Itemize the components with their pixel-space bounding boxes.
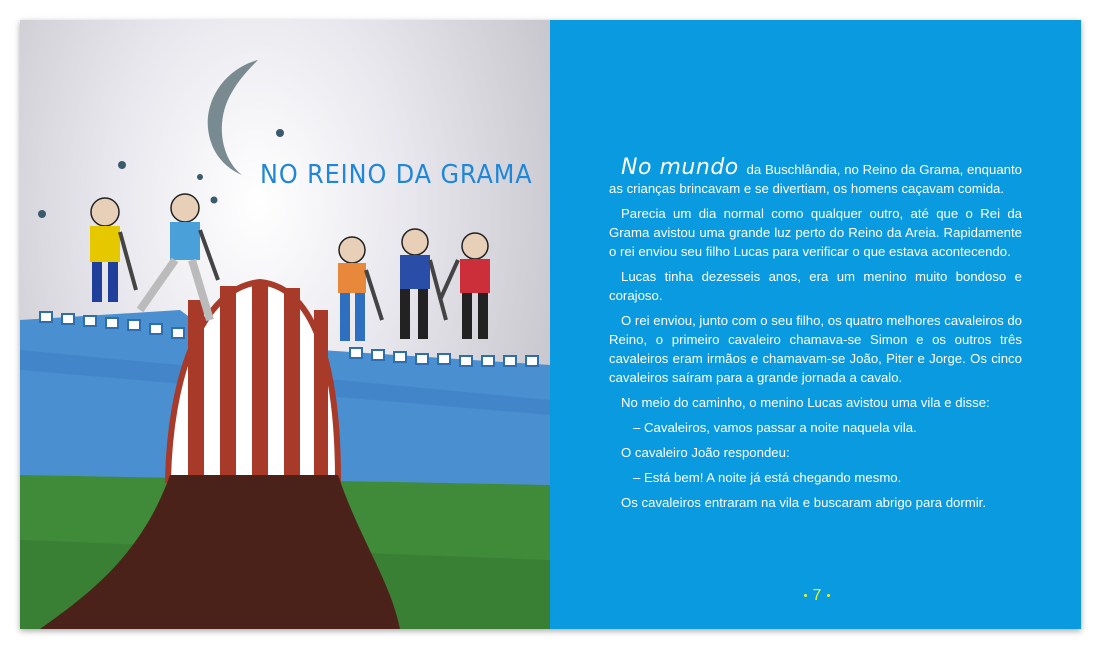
paragraph-1-text: da Buschlândia, no Reino da Grama, enquanto as crianças brincavam e se divertiam, os homens caçavam comida.: [609, 162, 1022, 196]
book-spread: [20, 20, 1081, 629]
striped-gate: [168, 282, 338, 480]
dropcap-phrase: No mundo: [621, 155, 739, 180]
paragraph-1: [609, 155, 1022, 198]
paragraph-4: O rei enviou, junto com o seu filho, os quatro melhores cavaleiros do Reino, o primeiro cavaleiro chamava-se Simon e os outros três cavaleiros eram irmãos e chamavam-se João, Piter e Jorge. Os cinco cavaleiros saíram para a grande jornada a cavalo.: [609, 313, 1022, 385]
stars: [38, 129, 284, 218]
paragraph-8: – Está bem! A noite já está chegando mesmo.: [633, 470, 902, 485]
text-page: [550, 20, 1081, 629]
crayon-illustration: [20, 20, 550, 629]
page-number-value: 7: [812, 587, 822, 604]
page-dot-right: [827, 594, 830, 597]
paragraph-3: Lucas tinha dezesseis anos, era um menino muito bondoso e corajoso.: [609, 269, 1022, 303]
paragraph-6: – Cavaleiros, vamos passar a noite naquela vila.: [633, 420, 917, 435]
page-number: [797, 587, 837, 605]
illustration-page: [20, 20, 550, 629]
story-text: [609, 155, 1022, 518]
page-dot-left: [804, 594, 807, 597]
paragraph-2: Parecia um dia normal como qualquer outro, até que o Rei da Grama avistou uma grande luz perto do Reino da Areia. Rapidamente o rei enviou seu filho Lucas para verificar o que estava acontecendo.: [609, 206, 1022, 259]
paragraph-9: Os cavaleiros entraram na vila e buscaram abrigo para dormir.: [621, 495, 987, 510]
paragraph-5: No meio do caminho, o menino Lucas avistou uma vila e disse:: [621, 395, 990, 410]
illustration-title: NO REINO DA GRAMA: [260, 160, 533, 190]
paragraph-7: O cavaleiro João respondeu:: [621, 445, 790, 460]
crescent-moon: [208, 60, 258, 175]
